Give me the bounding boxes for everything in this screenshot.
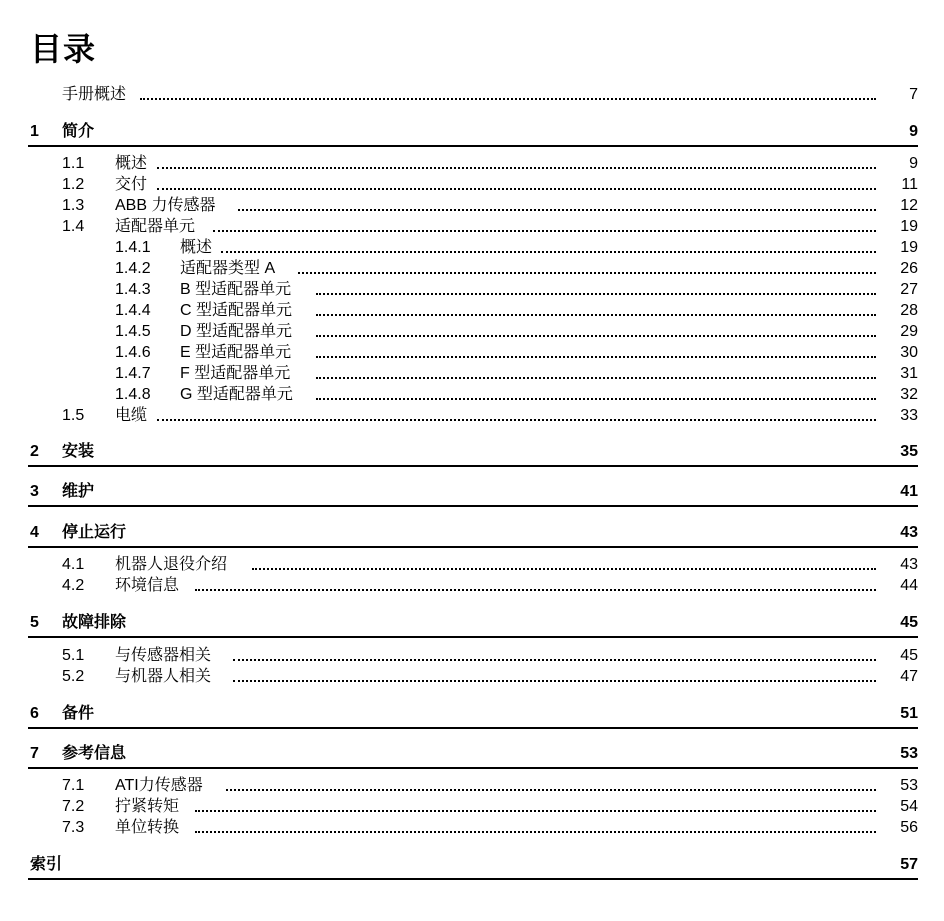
chapter-rule (28, 465, 918, 467)
section-page: 19 (900, 218, 918, 235)
dot-leader (233, 666, 876, 687)
section-title: 拧紧转矩 (115, 798, 180, 815)
section-title: 概述 (180, 239, 213, 256)
dot-leader (316, 279, 876, 300)
toc-chapter-2[interactable] (0, 441, 944, 462)
toc-section-5-2[interactable] (0, 666, 944, 687)
toc-section-1-2[interactable] (0, 174, 944, 195)
chapter-number: 5 (30, 614, 39, 631)
chapter-page: 45 (900, 614, 918, 631)
section-number: 1.5 (62, 407, 85, 424)
dot-leader (226, 775, 876, 796)
dot-leader (195, 575, 876, 596)
section-number: 1.4.7 (115, 365, 151, 382)
section-page: 11 (901, 176, 918, 193)
section-number: 7.1 (62, 777, 85, 794)
toc-chapter-1[interactable] (0, 121, 944, 142)
toc-subsection-1-4-6[interactable] (0, 342, 944, 363)
section-number: 1.4.4 (115, 302, 151, 319)
chapter-rule (28, 546, 918, 548)
chapter-rule (28, 727, 918, 729)
dot-leader (233, 645, 876, 666)
chapter-rule (28, 767, 918, 769)
section-page: 27 (900, 281, 918, 298)
toc-subsection-1-4-8[interactable] (0, 384, 944, 405)
chapter-page: 43 (900, 524, 918, 541)
chapter-title: 停止运行 (62, 524, 127, 541)
chapter-page: 9 (909, 123, 918, 140)
section-title: ATI力传感器 (115, 777, 203, 794)
chapter-page: 53 (900, 745, 918, 762)
section-number: 1.4 (62, 218, 85, 235)
toc-section-5-1[interactable] (0, 645, 944, 666)
chapter-number: 4 (30, 524, 39, 541)
section-number: 1.2 (62, 176, 85, 193)
dot-leader (316, 342, 876, 363)
section-number: 1.4.6 (115, 344, 151, 361)
section-page: 33 (900, 407, 918, 424)
section-title: 概述 (115, 155, 148, 172)
chapter-title: 故障排除 (62, 614, 127, 631)
dot-leader (157, 405, 876, 426)
chapter-title: 简介 (62, 123, 95, 140)
chapter-rule (28, 505, 918, 507)
chapter-number: 7 (30, 745, 39, 762)
section-number: 1.4.8 (115, 386, 151, 403)
chapter-page: 51 (900, 705, 918, 722)
section-page: 32 (900, 386, 918, 403)
section-number: 7.2 (62, 798, 85, 815)
toc-entry-page: 7 (909, 86, 918, 103)
dot-leader (213, 216, 876, 237)
section-title: ABB 力传感器 (115, 197, 216, 214)
dot-leader (238, 195, 876, 216)
toc-section-1-1[interactable] (0, 153, 944, 174)
section-number: 1.4.2 (115, 260, 151, 277)
section-number: 5.2 (62, 668, 85, 685)
chapter-number: 1 (30, 123, 39, 140)
section-number: 4.1 (62, 556, 85, 573)
toc-section-7-3[interactable] (0, 817, 944, 838)
section-number: 1.4.1 (115, 239, 151, 256)
section-number: 1.3 (62, 197, 85, 214)
chapter-page: 41 (900, 483, 918, 500)
section-page: 28 (900, 302, 918, 319)
toc-section-7-2[interactable] (0, 796, 944, 817)
section-title: 电缆 (115, 407, 148, 424)
section-page: 47 (900, 668, 918, 685)
chapter-title: 索引 (30, 856, 63, 873)
dot-leader (252, 554, 876, 575)
chapter-title: 维护 (62, 483, 95, 500)
section-page: 29 (900, 323, 918, 340)
section-number: 1.4.3 (115, 281, 151, 298)
section-number: 7.3 (62, 819, 85, 836)
chapter-title: 备件 (62, 705, 95, 722)
toc-chapter-4[interactable] (0, 522, 944, 543)
toc-section-1-5[interactable] (0, 405, 944, 426)
page-title: 目录 (30, 31, 97, 67)
section-title: 适配器单元 (115, 218, 196, 235)
section-page: 56 (900, 819, 918, 836)
toc-chapter-6[interactable] (0, 703, 944, 724)
section-page: 12 (900, 197, 918, 214)
toc-entry-preface[interactable] (0, 84, 944, 105)
section-page: 19 (900, 239, 918, 256)
toc-section-1-3[interactable] (0, 195, 944, 216)
section-number: 4.2 (62, 577, 85, 594)
chapter-rule (28, 145, 918, 147)
toc-index[interactable] (0, 854, 944, 875)
dot-leader (140, 84, 876, 105)
toc-subsection-1-4-4[interactable] (0, 300, 944, 321)
dot-leader (157, 153, 876, 174)
chapter-rule (28, 636, 918, 638)
chapter-title: 参考信息 (62, 745, 127, 762)
section-page: 31 (900, 365, 918, 382)
section-number: 1.4.5 (115, 323, 151, 340)
section-number: 1.1 (62, 155, 85, 172)
toc-section-4-2[interactable] (0, 575, 944, 596)
toc-entry-title: 手册概述 (62, 86, 127, 103)
section-page: 53 (900, 777, 918, 794)
chapter-number: 3 (30, 483, 39, 500)
section-title: 交付 (115, 176, 148, 193)
toc-section-7-1[interactable] (0, 775, 944, 796)
dot-leader (316, 321, 876, 342)
section-title: 与机器人相关 (115, 668, 212, 685)
section-title: E 型适配器单元 (180, 344, 292, 361)
toc-section-4-1[interactable] (0, 554, 944, 575)
chapter-rule (28, 878, 918, 880)
dot-leader (221, 237, 876, 258)
section-title: 适配器类型 A (180, 260, 276, 277)
toc-subsection-1-4-1[interactable] (0, 237, 944, 258)
toc-subsection-1-4-3[interactable] (0, 279, 944, 300)
section-title: 环境信息 (115, 577, 180, 594)
section-page: 30 (900, 344, 918, 361)
dot-leader (316, 300, 876, 321)
section-page: 9 (909, 155, 918, 172)
toc-subsection-1-4-5[interactable] (0, 321, 944, 342)
chapter-page: 35 (900, 443, 918, 460)
chapter-page: 57 (900, 856, 918, 873)
section-title: 与传感器相关 (115, 647, 212, 664)
section-title: F 型适配器单元 (180, 365, 291, 382)
section-page: 45 (900, 647, 918, 664)
section-number: 5.1 (62, 647, 85, 664)
section-page: 44 (900, 577, 918, 594)
dot-leader (195, 817, 876, 838)
dot-leader (316, 363, 876, 384)
toc-chapter-3[interactable] (0, 481, 944, 502)
dot-leader (316, 384, 876, 405)
toc-subsection-1-4-2[interactable] (0, 258, 944, 279)
toc-chapter-7[interactable] (0, 743, 944, 764)
toc-subsection-1-4-7[interactable] (0, 363, 944, 384)
section-title: C 型适配器单元 (180, 302, 293, 319)
section-title: D 型适配器单元 (180, 323, 293, 340)
section-page: 26 (900, 260, 918, 277)
chapter-number: 6 (30, 705, 39, 722)
section-title: 单位转换 (115, 819, 180, 836)
dot-leader (195, 796, 876, 817)
dot-leader (157, 174, 876, 195)
toc-chapter-5[interactable] (0, 612, 944, 633)
section-page: 43 (900, 556, 918, 573)
chapter-number: 2 (30, 443, 39, 460)
chapter-title: 安装 (62, 443, 95, 460)
toc-section-1-4[interactable] (0, 216, 944, 237)
dot-leader (298, 258, 876, 279)
section-title: G 型适配器单元 (180, 386, 293, 403)
section-page: 54 (900, 798, 918, 815)
section-title: 机器人退役介绍 (115, 556, 228, 573)
section-title: B 型适配器单元 (180, 281, 292, 298)
